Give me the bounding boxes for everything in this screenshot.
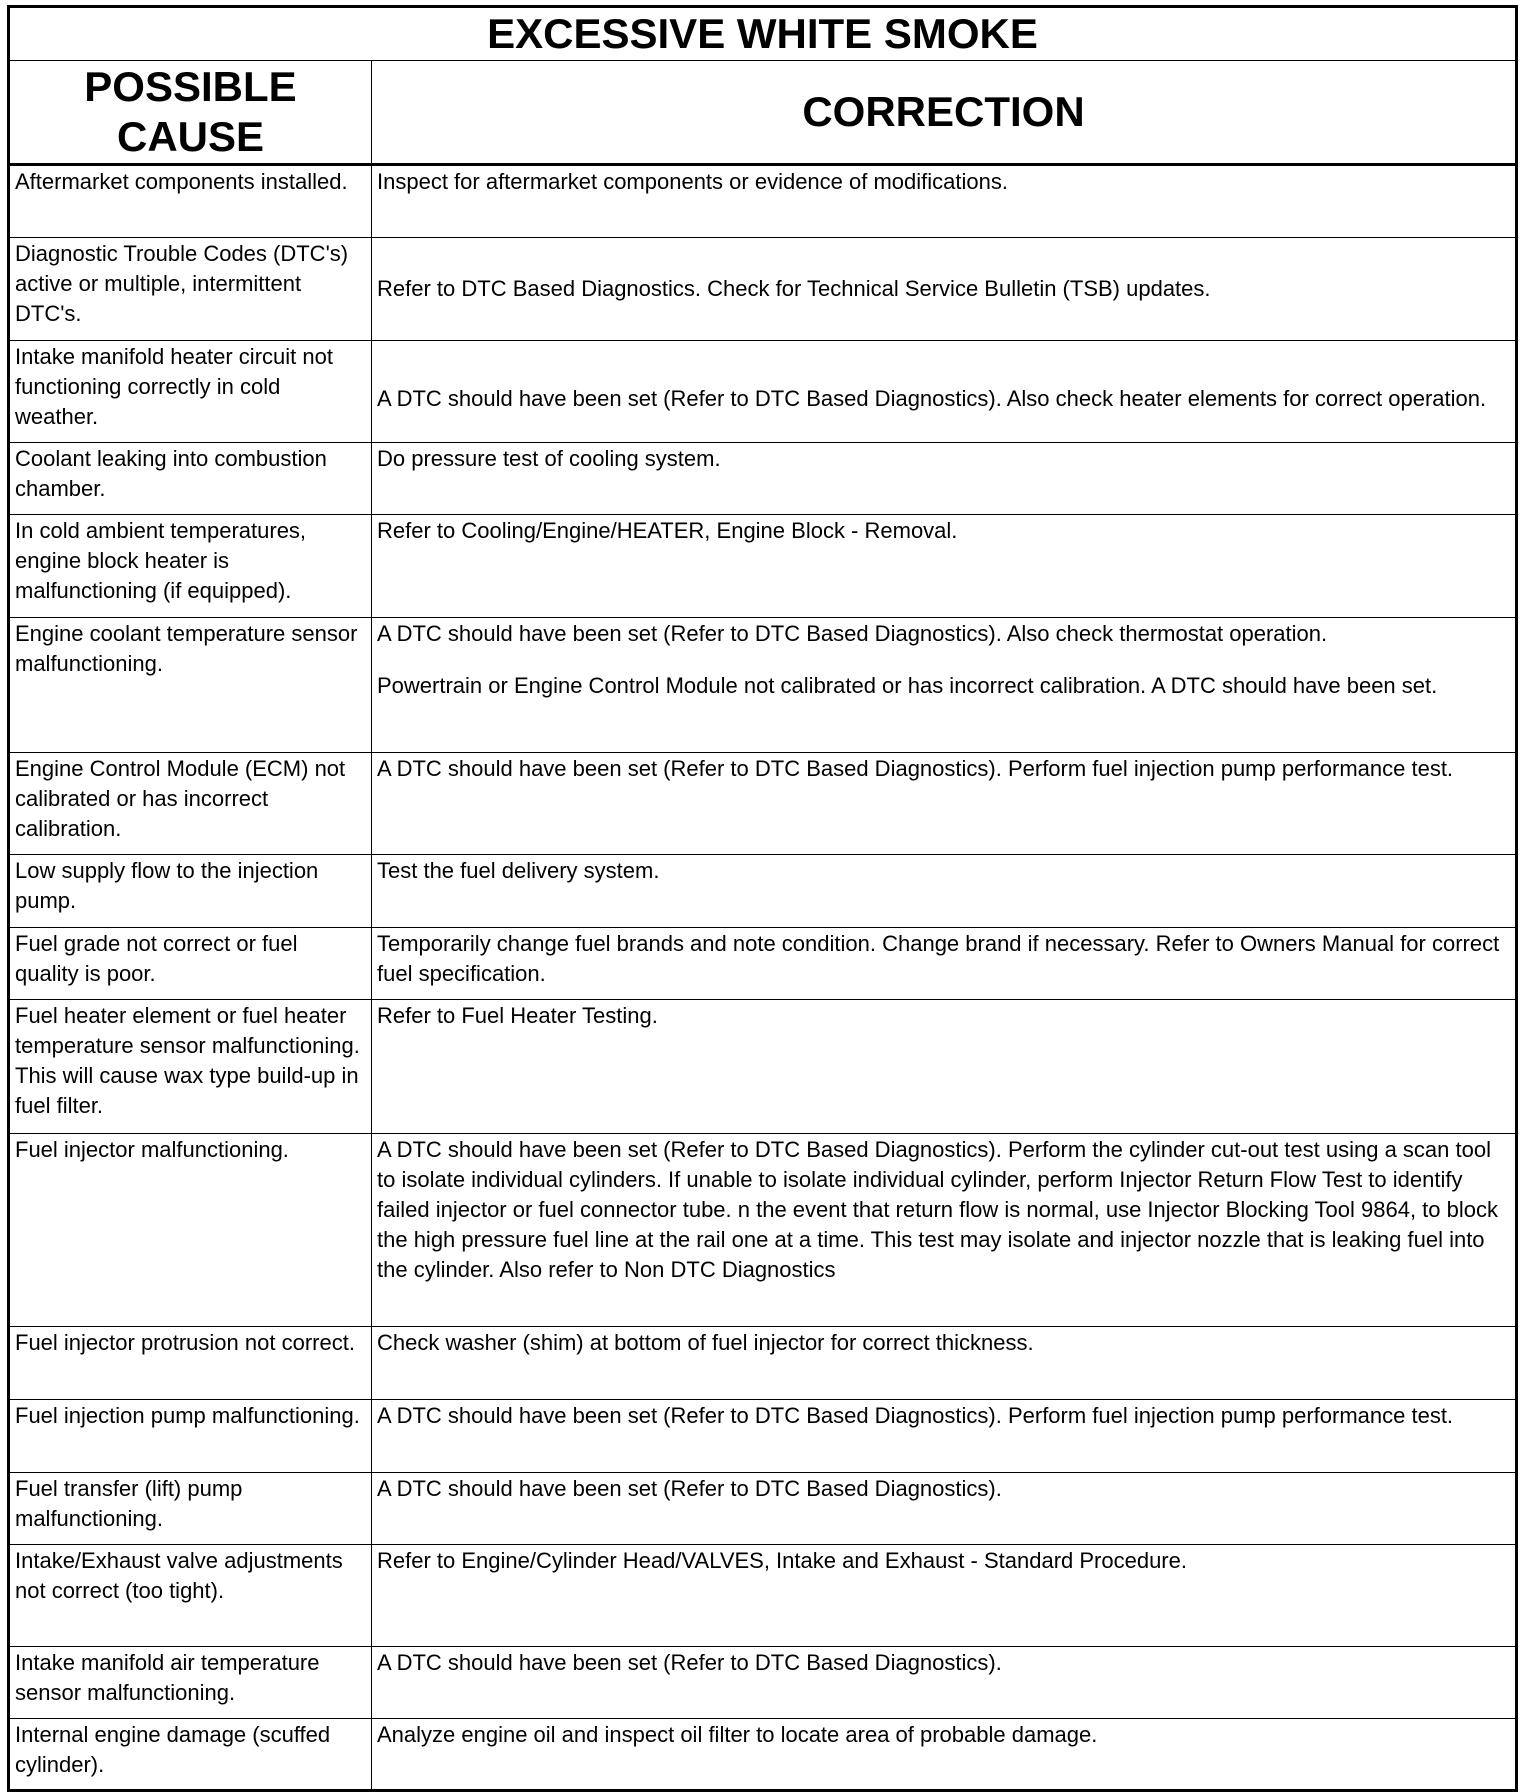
correction-cell [372,341,1517,443]
table-row [9,1000,1517,1134]
cause-cell: Engine Control Module (ECM) not calibrated or has incorrect calibration. [9,753,372,855]
cause-cell: Fuel injector protrusion not correct. [9,1327,372,1400]
correction-cell [372,1134,1517,1327]
correction-text: A DTC should have been set (Refer to DTC Based Diagnostics). [377,1650,1002,1675]
correction-text: A DTC should have been set (Refer to DTC Based Diagnostics). Also check heater elements for correct operation. [377,386,1487,411]
cause-cell: Internal engine damage (scuffed cylinder). [9,1719,372,1791]
correction-cell [372,238,1517,341]
cause-cell: Intake manifold air temperature sensor malfunctioning. [9,1647,372,1719]
table-row [9,1719,1517,1791]
cause-cell: Fuel grade not correct or fuel quality is poor. [9,928,372,1000]
correction-text: Analyze engine oil and inspect oil filter to locate area of probable damage. [377,1722,1098,1747]
table-row [9,855,1517,928]
table-row [9,238,1517,341]
correction-cell [372,1473,1517,1545]
table-row [9,443,1517,515]
cause-cell: Intake/Exhaust valve adjustments not correct (too tight). [9,1545,372,1647]
correction-cell [372,1719,1517,1791]
correction-text: Check washer (shim) at bottom of fuel injector for correct thickness. [377,1330,1034,1355]
correction-text: A DTC should have been set (Refer to DTC Based Diagnostics). Perform fuel injection pump performance test. [377,756,1454,781]
correction-cell [372,855,1517,928]
correction-text: Refer to Engine/Cylinder Head/VALVES, Intake and Exhaust - Standard Procedure. [377,1548,1187,1573]
table-row [9,753,1517,855]
table-row [9,1400,1517,1473]
table-row [9,341,1517,443]
correction-text: A DTC should have been set (Refer to DTC Based Diagnostics). Also check thermostat operation. [377,621,1328,646]
correction-cell [372,165,1517,238]
correction-text: Test the fuel delivery system. [377,858,660,883]
cause-cell: Diagnostic Trouble Codes (DTC's) active or multiple, intermittent DTC's. [9,238,372,341]
header-possible-cause: POSSIBLE CAUSE [9,61,372,165]
cause-cell: Fuel transfer (lift) pump malfunctioning. [9,1473,372,1545]
correction-cell [372,1400,1517,1473]
correction-text: Do pressure test of cooling system. [377,446,721,471]
correction-text: Refer to Cooling/Engine/HEATER, Engine Block - Removal. [377,518,958,543]
table-row [9,1327,1517,1400]
correction-cell [372,1545,1517,1647]
cause-cell: In cold ambient temperatures, engine block heater is malfunctioning (if equipped). [9,515,372,618]
correction-cell [372,443,1517,515]
correction-cell [372,515,1517,618]
correction-cell [372,1647,1517,1719]
cause-cell: Engine coolant temperature sensor malfunctioning. [9,618,372,753]
header-correction: CORRECTION [372,61,1517,165]
correction-text: Inspect for aftermarket components or evidence of modifications. [377,169,1008,194]
correction-cell [372,1000,1517,1134]
correction-cell [372,1327,1517,1400]
cause-cell: Aftermarket components installed. [9,165,372,238]
correction-text: A DTC should have been set (Refer to DTC Based Diagnostics). Perform fuel injection pump performance test. [377,1403,1454,1428]
cause-cell: Low supply flow to the injection pump. [9,855,372,928]
troubleshooting-table [7,5,1518,1792]
table-row [9,618,1517,753]
table-row [9,1134,1517,1327]
table-row [9,1473,1517,1545]
table-row [9,515,1517,618]
correction-text: Refer to DTC Based Diagnostics. Check for Technical Service Bulletin (TSB) updates. [377,276,1211,301]
table-row [9,928,1517,1000]
cause-cell: Fuel heater element or fuel heater temperature sensor malfunctioning. This will cause wax type build-up in fuel filter. [9,1000,372,1134]
correction-text: A DTC should have been set (Refer to DTC Based Diagnostics). [377,1476,1002,1501]
correction-cell [372,618,1517,753]
cause-cell: Fuel injection pump malfunctioning. [9,1400,372,1473]
correction-text: A DTC should have been set (Refer to DTC Based Diagnostics). Perform the cylinder cut-out test using a scan tool to isolate individual cylinders. If unable to isolate individual cylinder, perform Injector Return Flow Test to identify failed injector or fuel connector tube. n the event that return flow is normal, use Injector Blocking Tool 9864, to block the high pressure fuel line at the rail one at a time. This test may isolate and injector nozzle that is leaking fuel into the cylinder. Also refer to Non DTC Diagnostics [377,1137,1499,1282]
cause-cell: Intake manifold heater circuit not functioning correctly in cold weather. [9,341,372,443]
correction-cell [372,928,1517,1000]
table-row [9,165,1517,238]
table-row [9,1647,1517,1719]
table-row [9,1545,1517,1647]
cause-cell: Fuel injector malfunctioning. [9,1134,372,1327]
table-title: EXCESSIVE WHITE SMOKE [9,7,1517,61]
cause-cell: Coolant leaking into combustion chamber. [9,443,372,515]
correction-text: Refer to Fuel Heater Testing. [377,1003,658,1028]
correction-text: Temporarily change fuel brands and note condition. Change brand if necessary. Refer to Owners Manual for correct fuel specification. [377,931,1500,986]
correction-cell [372,753,1517,855]
correction-text-secondary: Powertrain or Engine Control Module not calibrated or has incorrect calibration. A DTC should have been set. [377,673,1438,698]
